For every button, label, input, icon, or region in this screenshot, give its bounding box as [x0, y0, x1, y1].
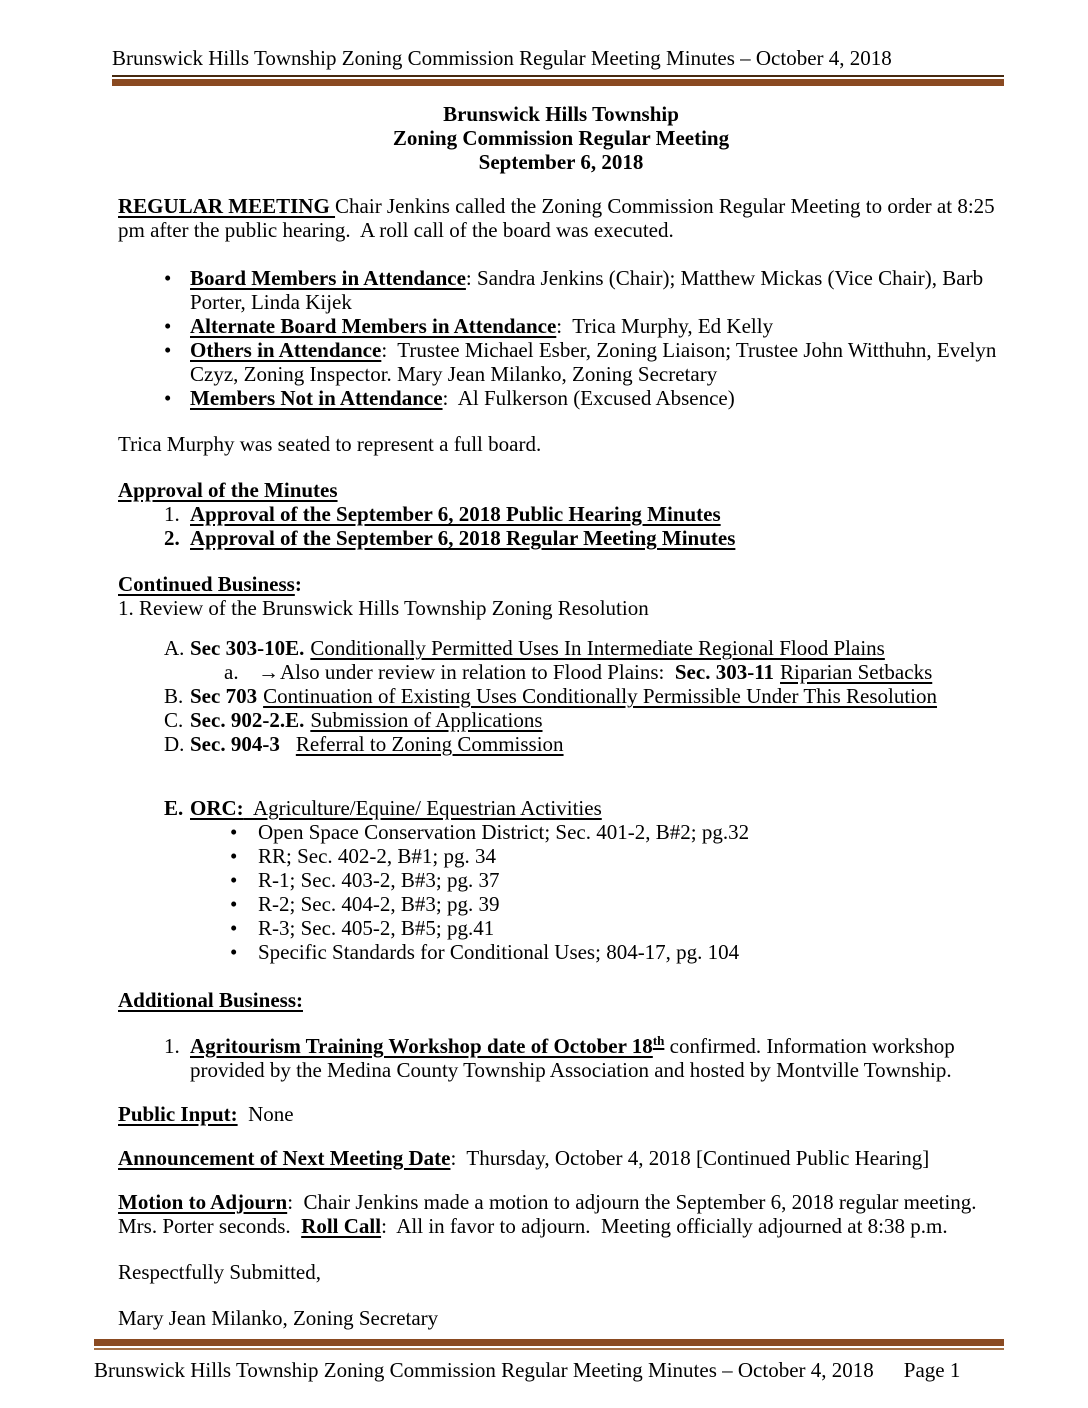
- attendance-item-not-in-attendance: [118, 386, 1004, 410]
- seated-note: Trica Murphy was seated to represent a full board.: [118, 432, 542, 456]
- orc-bullet-text: R-3; Sec. 405-2, B#5; pg.41: [258, 916, 495, 940]
- roll-call-label: Roll Call: [301, 1214, 382, 1238]
- page-footer: [94, 1339, 1004, 1382]
- announcement-text: : Thursday, October 4, 2018 [Continued Public Hearing]: [450, 1146, 930, 1170]
- title-line-3: September 6, 2018: [478, 150, 644, 174]
- orc-bullet-text: R-1; Sec. 403-2, B#3; pg. 37: [258, 868, 500, 892]
- bullet-icon: •: [230, 844, 238, 868]
- bullet-icon: •: [230, 868, 238, 892]
- attendance-item-label: Others in Attendance: [190, 338, 382, 362]
- public-input-label: Public Input:: [118, 1102, 238, 1126]
- footer-rule-thin-line: [94, 1348, 1004, 1350]
- announcement-label: Announcement of Next Meeting Date: [118, 1146, 451, 1170]
- motion-to-adjourn-label: Motion to Adjourn: [118, 1190, 288, 1214]
- closing-respectfully: Respectfully Submitted,: [118, 1260, 321, 1284]
- orc-bullet-text: R-2; Sec. 404-2, B#3; pg. 39: [258, 892, 500, 916]
- list-number: 2.: [164, 526, 180, 550]
- footer-rule: [94, 1339, 1004, 1350]
- bullet-icon: •: [164, 314, 172, 338]
- attendance-list: [118, 266, 1004, 410]
- list-letter: B.: [164, 684, 184, 708]
- approval-heading: [118, 478, 1004, 502]
- additional-business-item: [118, 1034, 1004, 1082]
- opening-text: Chair Jenkins called the Zoning Commission Regular Meeting to order at 8:25 pm after the public hearing. A roll call of the board was executed.: [118, 194, 1000, 242]
- continued-business-heading: [118, 572, 1004, 596]
- footer-title: Brunswick Hills Township Zoning Commission Regular Meeting Minutes – October 4, 2018: [94, 1358, 874, 1382]
- agritourism-text: confirmed. Information workshop provided by the Medina County Township Association and hosted by Montville Township.: [190, 1034, 961, 1082]
- subitem-text: Also under review in relation to Flood Plains:: [280, 660, 675, 684]
- orc-bullet-open-space: [118, 820, 1004, 844]
- attendance-item-label: Board Members in Attendance: [190, 266, 466, 290]
- list-letter: A.: [164, 636, 185, 660]
- section-number: Sec. 902-2.E.: [190, 708, 305, 732]
- additional-business-heading: [118, 988, 1004, 1012]
- arrow-icon: →: [258, 660, 279, 684]
- continued-item-e: [118, 796, 1004, 820]
- document-title: [118, 102, 1004, 174]
- orc-label: ORC:: [190, 796, 244, 820]
- ordinal-superscript: th: [652, 1033, 665, 1048]
- list-letter: E.: [164, 796, 184, 820]
- header-rule: [112, 75, 1004, 86]
- closing-signature: Mary Jean Milanko, Zoning Secretary: [118, 1306, 439, 1330]
- bullet-icon: •: [230, 820, 238, 844]
- page-number: Page 1: [903, 1358, 961, 1382]
- bullet-icon: •: [230, 916, 238, 940]
- orc-bullet-specific-standards: [118, 940, 1004, 964]
- section-title: Continuation of Existing Uses Conditionally Permissible Under This Resolution: [263, 684, 938, 708]
- continued-business-heading-text: Continued Business: [118, 572, 295, 596]
- bullet-icon: •: [230, 940, 238, 964]
- orc-block: [118, 796, 1004, 964]
- page-footer-text: [94, 1358, 1004, 1382]
- approval-item-1: [118, 502, 1004, 526]
- bullet-icon: •: [164, 386, 172, 410]
- orc-bullet-r1: [118, 868, 1004, 892]
- regular-meeting-label: REGULAR MEETING: [118, 194, 336, 218]
- orc-bullet-r2: [118, 892, 1004, 916]
- continued-item-d: [118, 732, 1004, 756]
- attendance-item-alternate-members: [118, 314, 1004, 338]
- approval-item-text: Approval of the September 6, 2018 Regular Meeting Minutes: [190, 526, 736, 550]
- list-letter: a.: [224, 660, 239, 684]
- opening-paragraph: [118, 194, 1004, 242]
- list-letter: D.: [164, 732, 185, 756]
- continued-item-a: [118, 636, 1004, 660]
- attendance-item-text: : Trustee Michael Esber, Zoning Liaison; Trustee John Witthuhn, Evelyn Czyz, Zoning Inspector. Mary Jean Milanko, Zoning Secretary: [190, 338, 1002, 386]
- public-input-line: [118, 1102, 1004, 1126]
- footer-rule-thick-bar: [94, 1339, 1004, 1346]
- attendance-item-text: : Al Fulkerson (Excused Absence): [442, 386, 735, 410]
- list-number: 1.: [164, 1034, 180, 1058]
- approval-list: [118, 502, 1004, 550]
- attendance-item-text: : Trica Murphy, Ed Kelly: [556, 314, 774, 338]
- continued-subitem-a: [118, 660, 1004, 684]
- section-title: Riparian Setbacks: [780, 660, 933, 684]
- adjourn-paragraph: [118, 1190, 1004, 1238]
- announcement-line: [118, 1146, 1004, 1170]
- adjourn-text-2: : All in favor to adjourn. Meeting officially adjourned at 8:38 p.m.: [381, 1214, 948, 1238]
- header-rule-thin-line: [112, 75, 1004, 77]
- bullet-icon: •: [230, 892, 238, 916]
- orc-bullet-text: RR; Sec. 402-2, B#1; pg. 34: [258, 844, 497, 868]
- section-number: Sec. 904-3: [190, 732, 280, 756]
- orc-bullet-rr: [118, 844, 1004, 868]
- continued-business-heading-colon: :: [294, 572, 302, 596]
- orc-bullet-text: Open Space Conservation District; Sec. 401-2, B#2; pg.32: [258, 820, 750, 844]
- orc-bullet-r3: [118, 916, 1004, 940]
- section-number: Sec 703: [190, 684, 258, 708]
- attendance-item-board-members: [118, 266, 1004, 314]
- continued-item-c: [118, 708, 1004, 732]
- public-input-text: None: [237, 1102, 294, 1126]
- orc-bullet-text: Specific Standards for Conditional Uses; 804-17, pg. 104: [258, 940, 740, 964]
- attendance-item-label: Alternate Board Members in Attendance: [190, 314, 557, 338]
- continued-business-list: [118, 636, 1004, 756]
- attendance-item-label: Members Not in Attendance: [190, 386, 443, 410]
- header-rule-thick-bar: [112, 79, 1004, 86]
- attendance-item-text: : Sandra Jenkins (Chair); Matthew Mickas (Vice Chair), Barb Porter, Linda Kijek: [190, 266, 989, 314]
- title-line-1: Brunswick Hills Township: [443, 102, 679, 126]
- section-title: Submission of Applications: [310, 708, 543, 732]
- list-letter: C.: [164, 708, 184, 732]
- section-title: Referral to Zoning Commission: [295, 732, 564, 756]
- attendance-item-others: [118, 338, 1004, 386]
- section-number: Sec. 303-11: [674, 660, 775, 684]
- orc-title: Agriculture/Equine/ Equestrian Activities: [243, 796, 602, 820]
- section-number: Sec 303-10E.: [190, 636, 305, 660]
- list-number: 1.: [164, 502, 180, 526]
- adjourn-text-1: : Chair Jenkins made a motion to adjourn the September 6, 2018 regular meeting. Mrs. Porter seconds.: [118, 1190, 988, 1238]
- title-line-2: Zoning Commission Regular Meeting: [392, 126, 730, 150]
- bullet-icon: •: [164, 338, 172, 362]
- continued-item-b: [118, 684, 1004, 708]
- continued-business-intro: 1. Review of the Brunswick Hills Township Zoning Resolution: [118, 596, 649, 620]
- page-header-text: Brunswick Hills Township Zoning Commission Regular Meeting Minutes – October 4, 2018: [112, 46, 892, 70]
- additional-business-heading-text: Additional Business:: [118, 988, 303, 1012]
- approval-item-text: Approval of the September 6, 2018 Public Hearing Minutes: [190, 502, 721, 526]
- approval-item-2: [118, 526, 1004, 550]
- section-title: Conditionally Permitted Uses In Intermediate Regional Flood Plains: [310, 636, 885, 660]
- agritourism-label: Agritourism Training Workshop date of October 18: [190, 1034, 653, 1058]
- bullet-icon: •: [164, 266, 172, 290]
- approval-heading-text: Approval of the Minutes: [118, 478, 338, 502]
